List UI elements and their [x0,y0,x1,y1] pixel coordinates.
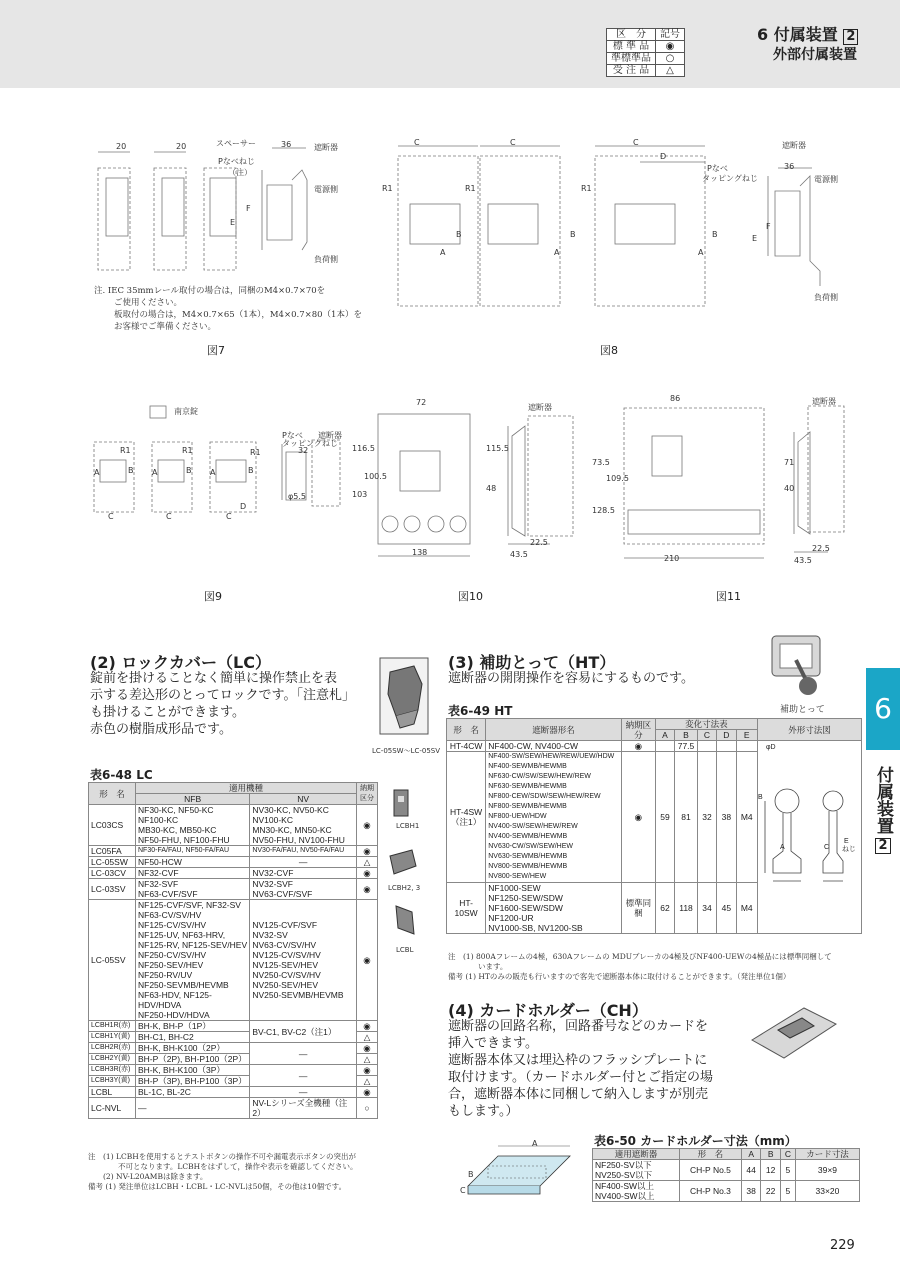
fig8-dim: C [633,138,639,147]
fig8-label: B [456,230,462,239]
lcbh23-label: LCBH2, 3 [388,884,421,892]
lc-cell-model: LCBH3R(赤) [89,1065,136,1076]
lc-cell-nfb: NF30-FA/FAU, NF50-FA/FAU [136,846,250,857]
lc-cell-nv: NV32-SVF NV63-CVF/SVF [250,879,357,900]
ht-cell-d: 38 [717,752,736,883]
ch-dim-label: B [468,1170,474,1179]
lc-cell-nv: BV-C1, BV-C2（注1） [250,1021,357,1043]
chapter-tab: 6 [866,668,900,750]
ht-cell-breakers: NF400-SW/SEW/HEW/REW/UEW/HDW NF400-SEWMB/HEWMB NF630-CW/SW/SEW/HEW/REW NF630-SEWMB/HEWMB NF800-CEW/SDW/SEW/HEW/REW NF800-SEWMB/HEWMB NF800-UEW/HDW NV400-SW/SEW/HEW/REW NV400-SEWMB/HEWMB NV630-CW/SW/SEW/HEW NV630-SEWMB/HEWMB NV800-SEWMB/HEWMB NV800-SEW/HEW [486,752,622,883]
fig7-label: 負荷側 [314,255,338,264]
fig8-label: R1 [581,184,592,193]
lc-row [89,1087,378,1098]
ch-table-title: 表6-50 カードホルダー寸法（mm） [594,1134,797,1148]
ch-description [448,1018,713,1120]
ch-cell-breaker: NF250-SV以下 NV250-SV以下 [593,1160,680,1181]
ch-cell-a: 38 [741,1181,761,1202]
lc-cell-nfb: NF125-CVF/SVF, NF32-SV NF63-CV/SV/HV NF125-CV/SV/HV NF125-UV, NF63-HRV, NF125-RV, NF125-SEV/HEV NF250-CV/SV/HV NF250-SEV/HEV NF250-RV/UV NF250-SEVMB/HEVMB NF63-HDV, NF125-HDV/HDVA NF250-HDV/HDVA [136,900,250,1021]
legend-cell: 標 準 品 [607,41,656,53]
fig8-label: E [752,234,758,243]
note-line: IEC 35mmレール取付の場合は，同梱のM4×0.7×70を [107,286,326,296]
ht-cell-b: 81 [675,752,698,883]
ch-cell-breaker: NF400-SW以上 NV400-SW以上 [593,1181,680,1202]
ch-cell-b: 22 [761,1181,781,1202]
ht-cell-a: 62 [655,883,674,934]
lc-cell-nv: — [250,1065,357,1087]
lc-cell-delivery: △ [357,1032,378,1043]
fig11-label: 遮断器 [812,397,836,406]
ch-product-photo [744,1000,844,1066]
ht-table-title: 表6-49 HT [448,704,513,718]
legend-head-symbol: 記号 [656,29,685,41]
fig9-label: B [248,466,254,475]
ch-cell-b: 12 [761,1160,781,1181]
figure-9-caption: 図9 [204,590,222,603]
fig10-label: 116.5 [352,444,375,453]
lc-note-line: 不可となります。LCBHをはずして，操作や表示を確認してください。 [88,1162,358,1171]
fig8-dim: 36 [784,162,795,171]
fig10-label: 遮断器 [528,403,552,412]
fig8-label: F [766,222,771,231]
ht-drawing-label: φD [765,744,776,751]
fig10-label: 72 [416,398,427,407]
fig8-label: A [698,248,704,257]
fig10-label: 100.5 [364,472,387,481]
fig9-label: C [108,512,114,521]
section-subtitle: 外部付属装置 [773,47,857,63]
ht-cell-model: HT-10SW [447,883,486,934]
lc-th-applicable: 適用機種 [136,783,357,794]
lc-cell-nv: NV30-FA/FAU, NV50-FA/FAU [250,846,357,857]
ht-product-photo [762,630,832,700]
chapter-side-label [866,766,900,854]
section-title [757,22,858,45]
fig11-label: 210 [664,554,680,563]
lc-th-delivery: 納期区分 [357,783,378,805]
ch-th-breaker: 適用遮断器 [593,1149,680,1160]
fig7-label: 電源側 [314,185,338,194]
lc-cell-delivery: ◉ [357,1043,378,1054]
ht-outline-drawing [761,781,857,891]
fig10-label: 103 [352,490,368,499]
fig8-label: 負荷側 [814,293,838,302]
lc-cell-nfb: BH-K, BH-K100（3P） [136,1065,250,1076]
fig7-label: E [230,218,236,227]
ht-drawing-label: E [843,838,849,845]
fig11-label: 128.5 [592,506,615,515]
ht-cell-c: 32 [697,752,716,883]
section-number: 6 [757,25,769,44]
ch-cell-card: 39×9 [795,1160,859,1181]
fig7-dim: 20 [176,142,187,151]
ht-cell-d: 45 [717,883,736,934]
lc-notes [88,1152,358,1192]
ht-th-model: 形 名 [447,719,486,741]
lc-cell-model: LCBH1R(赤) [89,1021,136,1032]
fig9-label: 南京錠 [174,407,198,416]
lc-cell-nfb: BH-K, BH-K100（2P） [136,1043,250,1054]
ht-cell-model: HT-4SW （注1） [447,752,486,883]
fig11-label: 71 [784,458,795,467]
fig10-label: 115.5 [486,444,509,453]
lc-cell-delivery: ◉ [357,1087,378,1098]
lc-row [89,879,378,900]
ht-drawing-cell [757,741,861,934]
lc-photo-caption: LC-05SW〜LC-05SV [372,747,441,755]
section-box: 2 [843,29,858,45]
lcbl-photo [390,902,420,938]
lc-cell-delivery: △ [357,1054,378,1065]
ch-th-c: C [780,1149,795,1160]
ch-cell-a: 44 [741,1160,761,1181]
lcbl-label: LCBL [396,946,414,954]
lcbh1-photo [388,788,416,820]
legend-cell: ○ [656,53,685,65]
lc-cell-delivery: ◉ [357,879,378,900]
ht-cell-breakers: NF400-CW, NV400-CW [486,741,622,752]
ch-dim-label: A [532,1139,538,1148]
fig11-label: 109.5 [606,474,629,483]
ht-drawing-label: ねじ [841,846,856,853]
ht-cell-breakers: NF1000-SEW NF1250-SEW/SDW NF1600-SEW/SDW NF1200-UR NV1000-SB, NV1200-SB [486,883,622,934]
lc-heading: (2) ロックカバー（LC） [90,653,271,672]
fig10-label: 48 [486,484,497,493]
lc-cell-nfb: BH-C1, BH-C2 [136,1032,250,1043]
ch-row [593,1181,860,1202]
ht-th-e: E [736,730,757,741]
figure-10-caption: 図10 [458,590,483,603]
lc-table-title: 表6-48 LC [90,768,153,782]
ht-cell-model: HT-4CW [447,741,486,752]
lc-row [89,900,378,1021]
fig8-dim: C [510,138,516,147]
fig7-note [94,285,362,333]
ht-th-b: B [675,730,698,741]
fig7-label: スペーサー [216,139,256,148]
note-head: 注. [94,286,106,296]
fig9-label: D [240,502,247,511]
ht-cell-a [655,741,674,752]
ch-cell-c: 5 [780,1160,795,1181]
fig7-label: （注） [228,168,252,177]
legend-cell: ◉ [656,41,685,53]
ht-drawing-label: C [823,844,829,851]
ch-body-line: 合，遮断器本体に同梱して納入しますが別売 [448,1087,709,1102]
lc-cell-model: LCBH1Y(黄) [89,1032,136,1043]
ht-th-a: A [655,730,674,741]
ht-th-delivery: 納期区分 [621,719,655,741]
fig8-label: A [440,248,446,257]
fig8-label: 遮断器 [782,141,806,150]
lc-cell-nv: NV-Lシリーズ全機種（注2） [250,1098,357,1119]
lc-cell-model: LC03CS [89,805,136,846]
ht-cell-e [736,741,757,752]
lcbh1-label: LCBH1 [396,822,420,830]
lc-cell-delivery: △ [357,857,378,868]
ht-cell-c [697,741,716,752]
fig9-label: A [94,468,100,477]
fig9-label: C [166,512,172,521]
lc-cell-nv: — [250,1043,357,1065]
fig8-dim: D [660,152,667,161]
lc-cell-nfb: BL-1C, BL-2C [136,1087,250,1098]
lc-cell-delivery: △ [357,1076,378,1087]
fig9-label: C [226,512,232,521]
ht-th-d: D [717,730,736,741]
lc-cell-nv: NV30-KC, NV50-KC NV100-KC MN30-KC, MN50-KC NV50-FHU, NV100-FHU [250,805,357,846]
lc-cell-delivery: ○ [357,1098,378,1119]
ht-drawing-label: B [757,794,763,801]
fig11-label: 43.5 [794,556,812,565]
ch-cell-model: CH-P No.5 [679,1160,741,1181]
note-line: お客様でご準備ください。 [114,322,217,332]
figure-11-caption: 図11 [716,590,741,603]
lc-cell-nfb: BH-P（3P), BH-P100（3P） [136,1076,250,1087]
lc-cell-nfb: NF32-SVF NF63-CVF/SVF [136,879,250,900]
lc-cell-model: LC-03CV [89,868,136,879]
ht-row [447,741,862,752]
lcbh23-photo [386,846,420,878]
lc-cell-delivery: ◉ [357,846,378,857]
lc-cell-nfb: NF50-HCW [136,857,250,868]
ht-drawing-label: A [779,844,785,851]
fig7-dim: 20 [116,142,127,151]
ch-dimension-drawing [458,1136,578,1206]
lc-row [89,1065,378,1076]
ch-cell-c: 5 [780,1181,795,1202]
lc-cell-delivery: ◉ [357,1065,378,1076]
ht-notes [448,952,832,982]
figure-8-caption: 図8 [600,344,618,357]
ht-th-drawing: 外形寸法図 [757,719,861,741]
legend-table [606,28,685,77]
fig8-label: B [570,230,576,239]
lc-cell-model: LCBH2R(赤) [89,1043,136,1054]
ch-th-card: カード寸法 [795,1149,859,1160]
ht-photo-caption: 補助とって [780,705,825,715]
page-number: 229 [830,1238,855,1253]
section-title-text: 付属装置 [773,25,838,44]
fig10-label: 138 [412,548,428,557]
note-line: 板取付の場合は，M4×0.7×65（1本），M4×0.7×80（1本）を [114,310,362,320]
fig8-label: B [712,230,718,239]
fig11-label: 40 [784,484,795,493]
lc-cell-nfb: — [136,1098,250,1119]
ht-th-c: C [697,730,716,741]
ht-note-line: います。 [448,962,508,971]
lc-cell-delivery: ◉ [357,1021,378,1032]
fig9-label: Pなべ [282,431,303,440]
lc-body-line: 錠前を掛けることなく簡単に操作禁止を表 [90,671,338,686]
legend-cell: 準標準品 [607,53,656,65]
fig9-label: タッピングねじ [282,439,338,448]
ht-th-breaker: 遮断器形名 [486,719,622,741]
fig8-dim: C [414,138,420,147]
ht-cell-a: 59 [655,752,674,883]
fig8-label: R1 [382,184,393,193]
lc-cell-nfb: NF30-KC, NF50-KC NF100-KC MB30-KC, MB50-KC NF50-FHU, NF100-FHU [136,805,250,846]
ch-body-line: 取付けます。（カードホルダー付とご指定の場 [448,1070,713,1085]
lc-cell-nv: NV32-CVF [250,868,357,879]
fig9-label: B [128,466,134,475]
fig7-label: F [246,204,251,213]
ht-heading: (3) 補助とって（HT） [448,653,616,672]
fig9-label: R1 [120,446,131,455]
ch-row [593,1160,860,1181]
ht-cell-delivery: 標準同梱 [621,883,655,934]
figure-7-caption: 図7 [207,344,225,357]
figure-9-drawing [88,402,348,522]
lc-product-photo [374,654,434,738]
lc-cell-nv: — [250,857,357,868]
lc-body-line: 示する差込形のとってロックです。「注意札」 [90,688,355,703]
lc-th-model: 形 名 [89,783,136,805]
ht-th-dims: 変化寸法表 [655,719,757,730]
fig10-label: 22.5 [530,538,548,547]
ch-th-b: B [761,1149,781,1160]
ht-cell-c: 34 [697,883,716,934]
fig8-label: タッピングねじ [702,174,758,183]
lc-body-line: も掛けることができます。 [90,705,245,720]
ch-cell-model: CH-P No.3 [679,1181,741,1202]
fig8-label: Pなべ [707,164,728,173]
side-label-box: 2 [875,838,890,854]
lc-note-line: (2) NV-L20AMBは除きます。 [88,1172,208,1181]
lc-row [89,868,378,879]
lc-cell-model: LC-05SW [89,857,136,868]
lc-cell-model: LCBH3Y(黄) [89,1076,136,1087]
fig9-label: 遮断器 [318,431,342,440]
lc-description [90,670,355,738]
ht-cell-e: M4 [736,883,757,934]
lc-cell-nv: — [250,1087,357,1098]
lc-cell-model: LC-03SV [89,879,136,900]
lc-cell-delivery: ◉ [357,900,378,1021]
fig10-label: 43.5 [510,550,528,559]
ch-body-line: もします。） [448,1104,519,1119]
ht-cell-delivery: ◉ [621,741,655,752]
fig8-label: R1 [465,184,476,193]
ht-cell-d [717,741,736,752]
lc-cell-model: LC-NVL [89,1098,136,1119]
fig8-label: 電源側 [814,175,838,184]
ch-dim-label: C [460,1186,466,1195]
fig11-label: 73.5 [592,458,610,467]
lc-cell-nfb: BH-K, BH-P（1P） [136,1021,250,1032]
ht-note-line: 注 (1) 800Aフレームの4極，630Aフレームの MDUブレーカの4極及びNF400-UEWの4極品には標準同梱して [448,952,832,961]
ch-body-line: 挿入できます。 [448,1036,538,1051]
ch-table [592,1148,860,1202]
lc-row [89,805,378,846]
lc-row [89,857,378,868]
fig11-label: 86 [670,394,681,403]
lc-th-nfb: NFB [136,794,250,805]
lc-cell-nfb: BH-P（2P), BH-P100（2P） [136,1054,250,1065]
lc-cell-model: LC05FA [89,846,136,857]
legend-cell: △ [656,65,685,77]
ch-cell-card: 33×20 [795,1181,859,1202]
lc-cell-model: LCBH2Y(黄) [89,1054,136,1065]
ch-heading: (4) カードホルダー（CH） [448,1001,648,1020]
ht-cell-b: 77.5 [675,741,698,752]
lc-cell-nfb: NF32-CVF [136,868,250,879]
fig7-label: Pなべねじ [218,157,255,166]
fig9-label: R1 [250,448,261,457]
lc-row [89,1043,378,1054]
ch-th-model: 形 名 [679,1149,741,1160]
lc-cell-delivery: ◉ [357,868,378,879]
fig9-label: R1 [182,446,193,455]
lc-row [89,846,378,857]
lc-cell-delivery: ◉ [357,805,378,846]
side-label-text: 付属装置 [873,766,893,834]
fig9-label: φ5.5 [288,492,306,501]
lc-note-line: 備考 (1) 発注単位はLCBH・LCBL・LC-NVLは50個，その他は10個です。 [88,1182,347,1191]
lc-body-line: 赤色の樹脂成形品です。 [90,722,232,737]
ht-table [446,718,862,934]
fig9-label: 32 [298,446,309,455]
lc-note-line: 注 (1) LCBHを使用するとテストボタンの操作不可や漏電表示ボタンの突出が [88,1152,356,1161]
ht-cell-delivery: ◉ [621,752,655,883]
fig7-label: 遮断器 [314,143,338,152]
fig11-label: 22.5 [812,544,830,553]
figure-11-drawing [598,392,848,572]
fig8-label: A [554,248,560,257]
ht-cell-e: M4 [736,752,757,883]
lc-table [88,782,378,1119]
lc-th-nv: NV [250,794,357,805]
lc-cell-model: LC-05SV [89,900,136,1021]
ch-th-a: A [741,1149,761,1160]
fig9-label: A [152,468,158,477]
legend-head-category: 区 分 [607,29,656,41]
note-line: ご使用ください。 [114,298,183,308]
legend-cell: 受 注 品 [607,65,656,77]
ch-body-line: 遮断器の回路名称，回路番号などのカードを [448,1019,709,1034]
fig9-label: A [210,468,216,477]
ht-note-line: 備考 (1) HTのみの販売も行いますので客先で遮断器本体に取付けることができます。（発注単位1個） [448,972,791,981]
fig9-label: B [186,466,192,475]
ht-cell-b: 118 [675,883,698,934]
fig7-dim: 36 [281,140,292,149]
ch-body-line: 遮断器本体又は埋込枠のフラッシプレートに [448,1053,708,1068]
lc-row [89,1021,378,1032]
ht-body: 遮断器の開閉操作を容易にするものです。 [448,671,694,686]
lc-cell-model: LCBL [89,1087,136,1098]
lc-row [89,1098,378,1119]
lc-cell-nv: NV125-CVF/SVF NV32-SV NV63-CV/SV/HV NV125-CV/SV/HV NV125-SEV/HEV NV250-CV/SV/HV NV250-SEV/HEV NV250-SEVMB/HEVMB [250,900,357,1021]
